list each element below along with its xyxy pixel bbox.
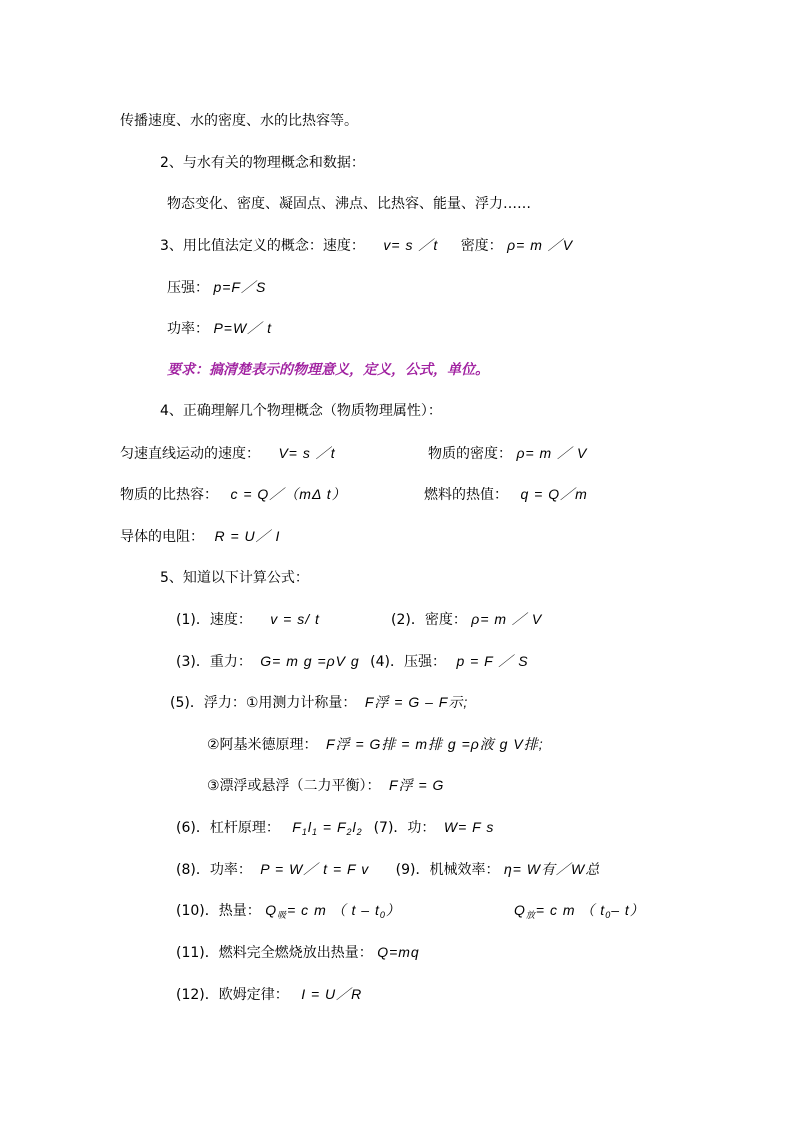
requirement-line (167, 360, 489, 380)
speed-formula: v = s/ t (270, 611, 320, 627)
formula-12 (176, 984, 362, 1005)
text: 5、知道以下计算公式： (160, 570, 309, 586)
ohms-law-formula: I = U／R (301, 986, 363, 1002)
text: 压强： (167, 280, 209, 296)
text: (9)．机械效率： (395, 862, 500, 878)
buoyancy-formula: F浮 = G – F示; (364, 694, 469, 710)
text: 功率： (167, 321, 209, 337)
text: (4)．压强： (370, 654, 446, 670)
density-formula: ρ= m ／ V (516, 445, 588, 461)
text: = F (318, 819, 347, 835)
text: Q (265, 902, 278, 918)
text: 物质的密度： (428, 446, 512, 462)
resistance-line (120, 526, 280, 547)
subscript: 0 (379, 910, 386, 920)
text: ） (385, 902, 401, 918)
formula-11 (176, 942, 420, 963)
text: 4、正确理解几个物理概念（物质物理属性）： (160, 403, 442, 419)
formula-6-7 (176, 817, 494, 838)
subscript: 放 (525, 910, 536, 920)
heat-absorbed-formula (265, 902, 401, 918)
archimedes-line (207, 734, 544, 755)
text: – t） (611, 902, 645, 918)
text: 导体的电阻： (120, 529, 204, 545)
power-line (167, 318, 272, 339)
formula-1 (176, 609, 320, 630)
text: = c m （ t (535, 902, 606, 918)
floating-formula: F浮 = G (389, 777, 445, 793)
archimedes-formula: F浮 = G排 = m排 g =ρ液 g V排; (326, 736, 544, 752)
fuel-heat-formula: Q=mq (377, 944, 420, 960)
formula-10 (176, 900, 401, 921)
subscript: 2 (356, 827, 363, 837)
formula-2 (391, 609, 542, 630)
section-5-heading (160, 568, 309, 588)
text: 物质的比热容： (120, 487, 218, 503)
heat-released-formula (514, 900, 645, 920)
text: F (292, 819, 302, 835)
text: (7)．功： (373, 820, 436, 836)
text: 燃料的热值： (424, 487, 508, 503)
specific-heat-line (120, 484, 347, 505)
text: (6)．杠杆原理： (176, 820, 280, 836)
pressure-line (167, 277, 266, 298)
section-2-heading (160, 153, 365, 173)
subscript: 2 (346, 827, 353, 837)
subscript: 0 (605, 910, 612, 920)
text: 3、用比值法定义的概念：速度： (160, 238, 365, 254)
resistance-formula: R = U／ I (214, 528, 281, 544)
text: ②阿基米德原理： (207, 737, 318, 753)
subscript: 1 (301, 827, 308, 837)
text: (11)．燃料完全燃烧放出热量： (176, 945, 373, 961)
subscript: 1 (312, 827, 319, 837)
speed-formula: V= s ／t (278, 445, 336, 461)
density-formula: ρ= m ／ V (471, 611, 543, 627)
density-formula: ρ= m ／V (507, 237, 574, 253)
text: l (352, 819, 357, 835)
text: (3)．重力： (176, 654, 252, 670)
text: 2、与水有关的物理概念和数据： (160, 155, 365, 171)
section-3-heading (160, 235, 573, 256)
power-formula: P = W／ t = F v (260, 861, 370, 877)
speed-formula: v= s ／t (383, 237, 439, 253)
text: (5)．浮力：①用测力计称量： (170, 695, 357, 711)
gravity-formula: G= m g =ρV g (260, 653, 360, 669)
text: 密度： (460, 238, 503, 254)
formula-3-4 (176, 651, 529, 672)
heat-value-line (424, 484, 588, 505)
text: 要求：搞清楚表示的物理意义，定义，公式，单位。 (167, 362, 489, 378)
specific-heat-formula: c = Q／（mΔ t） (230, 486, 347, 502)
heat-value-formula: q = Q／m (520, 486, 588, 502)
subscript: 吸 (277, 910, 288, 920)
text: (8)．功率： (176, 862, 252, 878)
pressure-formula: p=F／S (213, 279, 267, 295)
section-4-heading (160, 401, 442, 421)
text: ③漂浮或悬浮（二力平衡）： (207, 778, 381, 794)
text: Q (514, 902, 526, 918)
work-formula: W= F s (443, 819, 495, 835)
text: (10)．热量： (176, 903, 261, 919)
text-line-1 (120, 111, 358, 131)
uniform-speed-line (120, 443, 336, 464)
text: 匀速直线运动的速度： (120, 446, 260, 462)
text: (1)．速度： (176, 612, 252, 628)
efficiency-formula: η= W有／W总 (503, 861, 601, 877)
lever-formula (292, 819, 367, 835)
floating-line (207, 775, 444, 796)
text: (2)．密度： (391, 612, 467, 628)
text: 物态变化、密度、凝固点、沸点、比热容、能量、浮力…… (167, 196, 531, 212)
water-concepts-line (167, 194, 531, 214)
power-formula: P=W／ t (213, 320, 272, 336)
formula-8-9 (176, 859, 600, 880)
formula-5 (170, 692, 468, 713)
text: = c m （ t – t (287, 902, 380, 918)
text: l (307, 819, 312, 835)
density-line (428, 443, 587, 464)
text: 传播速度、水的密度、水的比热容等。 (120, 113, 358, 129)
pressure-formula: p = F ／ S (456, 653, 529, 669)
text: (12)．欧姆定律： (176, 987, 289, 1003)
